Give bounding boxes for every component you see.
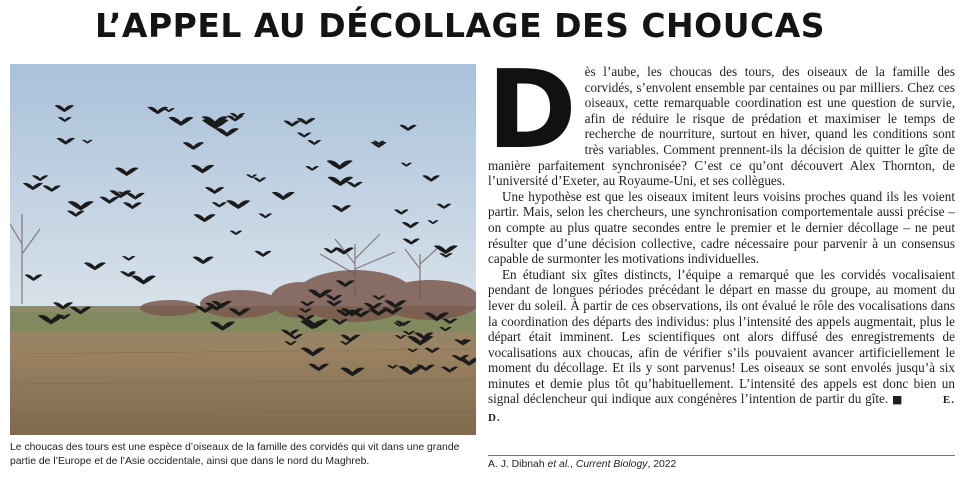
headline: L’APPEL AU DÉCOLLAGE DES CHOUCAS xyxy=(94,6,826,45)
author-signature: E. D. xyxy=(488,394,955,425)
end-mark: ■ xyxy=(892,393,903,407)
reference: A. J. Dibnah et al., Current Biology, 2022 xyxy=(488,459,677,470)
drop-cap: D xyxy=(487,48,577,173)
paragraph-1: Dès l’aube, les choucas des tours, des oiseaux de la famille des corvidés, s’envolent ensemble par centaines ou par milliers. Chez ces oiseaux, cette remarquable coordination est une question de survie, afin de réduire le risque de prédation et maximiser le temps de recherche de nourriture, surtout en hiver, quand les conditions sont très variables. Comment prennent-ils la décision de quitter le gîte de manière parfaitement synchronisée? C’est ce qu’ont découvert Alex Thornton, de l’université d’Exeter, au Royaume-Uni, et ses collègues. xyxy=(487,48,955,189)
paragraph-2: Une hypothèse est que les oiseaux imitent leurs voisins proches quand ils les voient partir. Mais, selon les chercheurs, une synchronisation comportementale aussi précise – on compte au plus quatre secondes entre le premier et le dernier décollage – ne peut résulter que d’une décision collective, cadre nécessaire pour parvenir à un consensus capable de surmonter les motivations individuelles. xyxy=(488,188,955,267)
reference-divider xyxy=(488,455,955,456)
article-body xyxy=(487,48,955,427)
jackdaw-flock-photo xyxy=(10,64,476,435)
sky xyxy=(10,64,476,314)
photo-caption: Le choucas des tours est une espèce d’oiseaux de la famille des corvidés qui vit dans une grande partie de l’Europe et de l’Asie occidentale, ainsi que dans le nord du Maghreb. xyxy=(10,442,460,467)
paragraph-3: En étudiant six gîtes distincts, l’équipe a remarqué que les corvidés vocalisaient pendant de longues périodes précédant le départ en masse du groupe, au moment du lever du soleil. À partir de ces observations, ils ont évalué le rôle des vocalisations dans la coordination des départs des individus: plus l’intensité des appels augmentait, plus le départ était imminent. Les scientifiques ont alors diffusé des enregistrements de vocalisations aux choucas, afin de vérifier s’ils pouvaient avancer artificiellement le moment du décollage. Et ils y sont parvenus! Les oiseaux se sont envolés jusqu’à six minutes et demie plus tôt qu’habituellement. L’intensité des appels est donc bien un signal déclencheur qui indique aux congénères l’intention de partir du gîte. ■ E. D. xyxy=(488,266,955,425)
